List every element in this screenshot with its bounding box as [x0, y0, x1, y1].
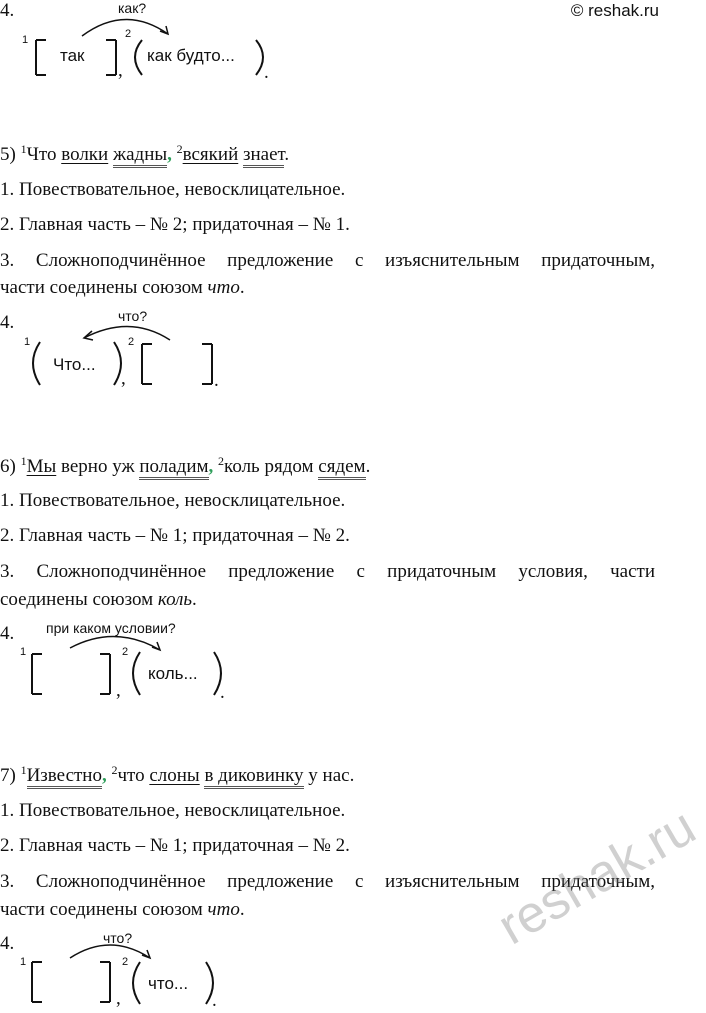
schema-question: как? [118, 0, 147, 16]
line-3b: части соединены союзом что. [0, 277, 245, 298]
schema-number: 4. [0, 312, 15, 333]
part-number-1: 1 [20, 956, 27, 968]
part-number-2: 2 [128, 336, 135, 348]
part-number-1: 1 [24, 336, 31, 348]
line-3b: части соединены союзом что. [0, 899, 245, 920]
schema-word-sub: коль... [148, 664, 198, 683]
schema-4-graphics [0, 920, 300, 1013]
part-number-2: 2 [125, 28, 132, 40]
schema-word-main: так [60, 46, 85, 65]
line-1: 1. Повествовательное, невосклицательное. [0, 800, 346, 821]
line-3b: соединены союзом коль. [0, 589, 197, 610]
line-1: 1. Повествовательное, невосклицательное. [0, 179, 346, 200]
copyright-label: © reshak.ru [570, 1, 659, 20]
part-number-1: 1 [22, 34, 29, 46]
line-3a: 3. Сложноподчинённое предложение с изъяснительным придаточным, [0, 871, 655, 892]
part-number-2: 2 [122, 646, 129, 658]
schema-number: 4. [0, 0, 15, 21]
sentence-7: 7) $^1$Известно, $^2$что слоны в диковинку у нас. [0, 765, 354, 787]
line-2: 2. Главная часть – № 1; придаточная – № 2. [0, 525, 350, 546]
line-1: 1. Повествовательное, невосклицательное. [0, 490, 346, 511]
line-2: 2. Главная часть – № 1; придаточная – № 2. [0, 835, 350, 856]
line-3a: 3. Сложноподчинённое предложение с придаточным условия, части [0, 561, 655, 582]
schema-2-graphics [0, 300, 300, 400]
part-number-1: 1 [20, 646, 27, 658]
schema-question: что? [103, 930, 133, 946]
schema-word-sub: Что... [53, 355, 96, 374]
schema-number: 4. [0, 933, 15, 954]
schema-word-sub: как будто... [147, 46, 235, 65]
sentence-5: 5) $^1$Что волки жадны, $^2$всякий знает. [0, 144, 289, 166]
schema-question: что? [118, 308, 148, 324]
sentence-6: 6) $^1$Мы верно уж поладим, $^2$коль рядом сядем. [0, 456, 370, 478]
schema-question: при каком условии? [46, 620, 176, 636]
watermark: reshak.ru [488, 797, 706, 957]
schema-word-sub: что... [148, 974, 189, 993]
line-3a: 3. Сложноподчинённое предложение с изъяснительным придаточным, [0, 250, 655, 271]
line-2: 2. Главная часть – № 2; придаточная – № 1. [0, 214, 350, 235]
schema-number: 4. [0, 623, 15, 644]
schema-1-graphics [0, 0, 300, 90]
part-number-2: 2 [122, 956, 129, 968]
